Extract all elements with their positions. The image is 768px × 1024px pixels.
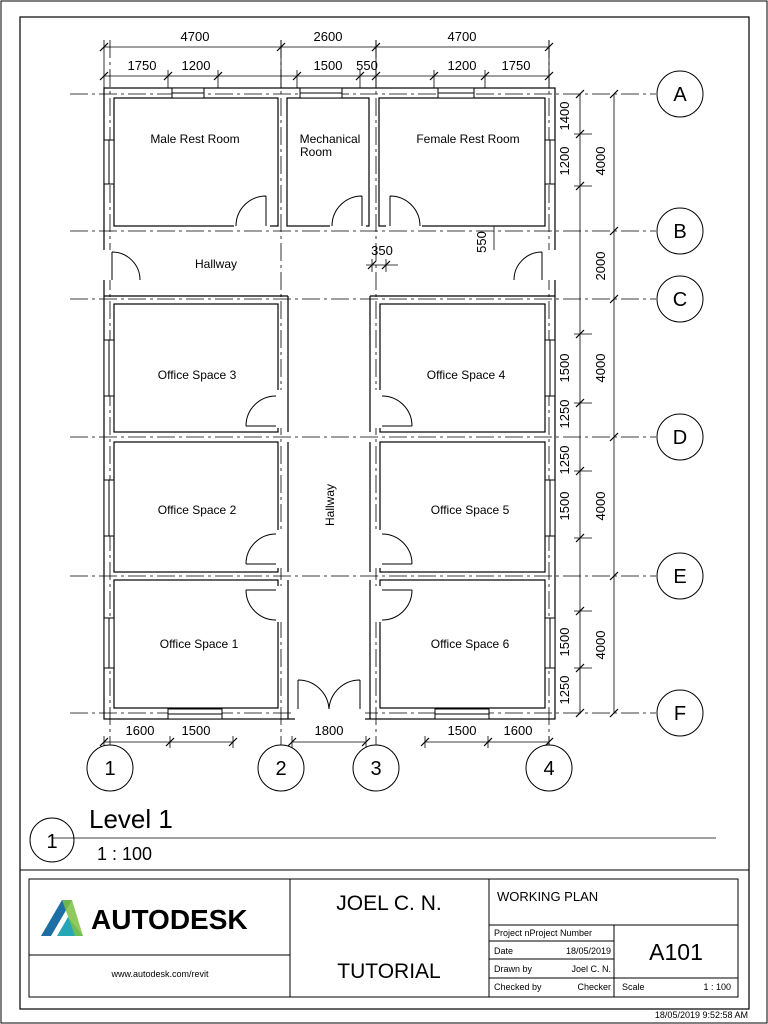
- room-office-3: Office Space 3: [157, 368, 237, 382]
- dim-right-detail-3: 1500: [557, 353, 572, 383]
- print-timestamp: 18/05/2019 9:52:58 AM: [654, 1010, 748, 1020]
- dim-bottom-4: 1500: [447, 723, 477, 738]
- room-hallway-top: Hallway: [194, 257, 238, 271]
- room-hallway-vertical: Hallway: [323, 483, 337, 527]
- dim-interior-550: 550: [474, 231, 489, 253]
- dim-bottom-5: 1600: [503, 723, 533, 738]
- dim-right-overall-3: 4000: [593, 353, 608, 383]
- dim-bottom-3: 1800: [314, 723, 344, 738]
- drawn-by-value: Joel C. N.: [571, 964, 611, 974]
- room-office-2: Office Space 2: [157, 503, 237, 517]
- dim-top-overall-1: 4700: [180, 29, 210, 44]
- dim-top-detail-1: 1750: [127, 58, 157, 73]
- dim-top-detail-6: 1750: [501, 58, 531, 73]
- room-female-rest-room: Female Rest Room: [416, 132, 520, 146]
- room-office-1: Office Space 1: [159, 637, 239, 651]
- dim-right-detail-1: 1400: [557, 101, 572, 131]
- checked-by-value: Checker: [577, 982, 611, 992]
- room-mechanical-line1: Mechanical: [299, 132, 361, 146]
- scale-value: 1 : 100: [703, 982, 731, 992]
- dim-top-overall-3: 4700: [447, 29, 477, 44]
- dim-top-detail-5: 1200: [447, 58, 477, 73]
- dim-right-overall-4: 4000: [593, 491, 608, 521]
- dim-right-detail-4: 1250: [557, 399, 572, 429]
- logo-url: www.autodesk.com/revit: [111, 969, 209, 979]
- dim-top-detail-4: 550: [356, 58, 378, 73]
- windows: [104, 88, 555, 719]
- author-name: JOEL C. N.: [336, 892, 442, 915]
- view-title: Level 1: [89, 804, 173, 834]
- sheet-number: A101: [649, 939, 703, 965]
- walls: [104, 88, 555, 719]
- grid-label-2: 2: [275, 758, 287, 780]
- grid-label-e: E: [673, 566, 687, 588]
- dim-top-overall-2: 2600: [313, 29, 343, 44]
- room-office-4: Office Space 4: [426, 368, 506, 382]
- dim-right-detail-6: 1500: [557, 491, 572, 521]
- checked-by-label: Checked by: [494, 982, 542, 992]
- dim-right-detail-8: 1250: [557, 675, 572, 705]
- scale-label: Scale: [622, 982, 645, 992]
- grid-label-d: D: [672, 427, 688, 449]
- dim-right-overall-1: 4000: [593, 146, 608, 176]
- room-office-5: Office Space 5: [430, 503, 510, 517]
- grid-label-4: 4: [543, 758, 555, 780]
- date-label: Date: [494, 946, 514, 956]
- sheet-name: WORKING PLAN: [497, 889, 599, 904]
- dim-top-detail-2: 1200: [181, 58, 211, 73]
- dim-right-detail-2: 1200: [557, 146, 572, 176]
- date-value: 18/05/2019: [565, 946, 611, 956]
- grid-label-f: F: [673, 703, 687, 725]
- view-scale: 1 : 100: [97, 844, 153, 864]
- project-number-label: Project nProject Number: [494, 928, 593, 938]
- grid-label-1: 1: [104, 758, 116, 780]
- dim-interior-350: 350: [371, 243, 393, 258]
- dim-right-overall-2: 2000: [593, 251, 608, 281]
- grid-label-b: B: [673, 221, 687, 243]
- dim-bottom-2: 1500: [181, 723, 211, 738]
- grid-bubbles: [30, 71, 703, 862]
- drawn-by-label: Drawn by: [494, 964, 533, 974]
- grid-label-c: C: [672, 289, 688, 311]
- grid-label-3: 3: [370, 758, 382, 780]
- dim-top-detail-3: 1500: [313, 58, 343, 73]
- dim-right-detail-7: 1500: [557, 627, 572, 657]
- view-number: 1: [46, 831, 58, 853]
- dim-right-overall-5: 4000: [593, 630, 608, 660]
- dim-bottom-1: 1600: [125, 723, 155, 738]
- grid-label-a: A: [673, 84, 687, 106]
- autodesk-logo-icon: [41, 900, 83, 936]
- dim-right-detail-5: 1250: [557, 445, 572, 475]
- room-mechanical-line2: Room: [299, 145, 333, 159]
- room-office-6: Office Space 6: [430, 637, 510, 651]
- doors: [112, 196, 542, 709]
- logo-text: AUTODESK: [91, 904, 248, 935]
- drawing-subtitle: TUTORIAL: [337, 960, 441, 983]
- room-male-rest-room: Male Rest Room: [150, 132, 240, 146]
